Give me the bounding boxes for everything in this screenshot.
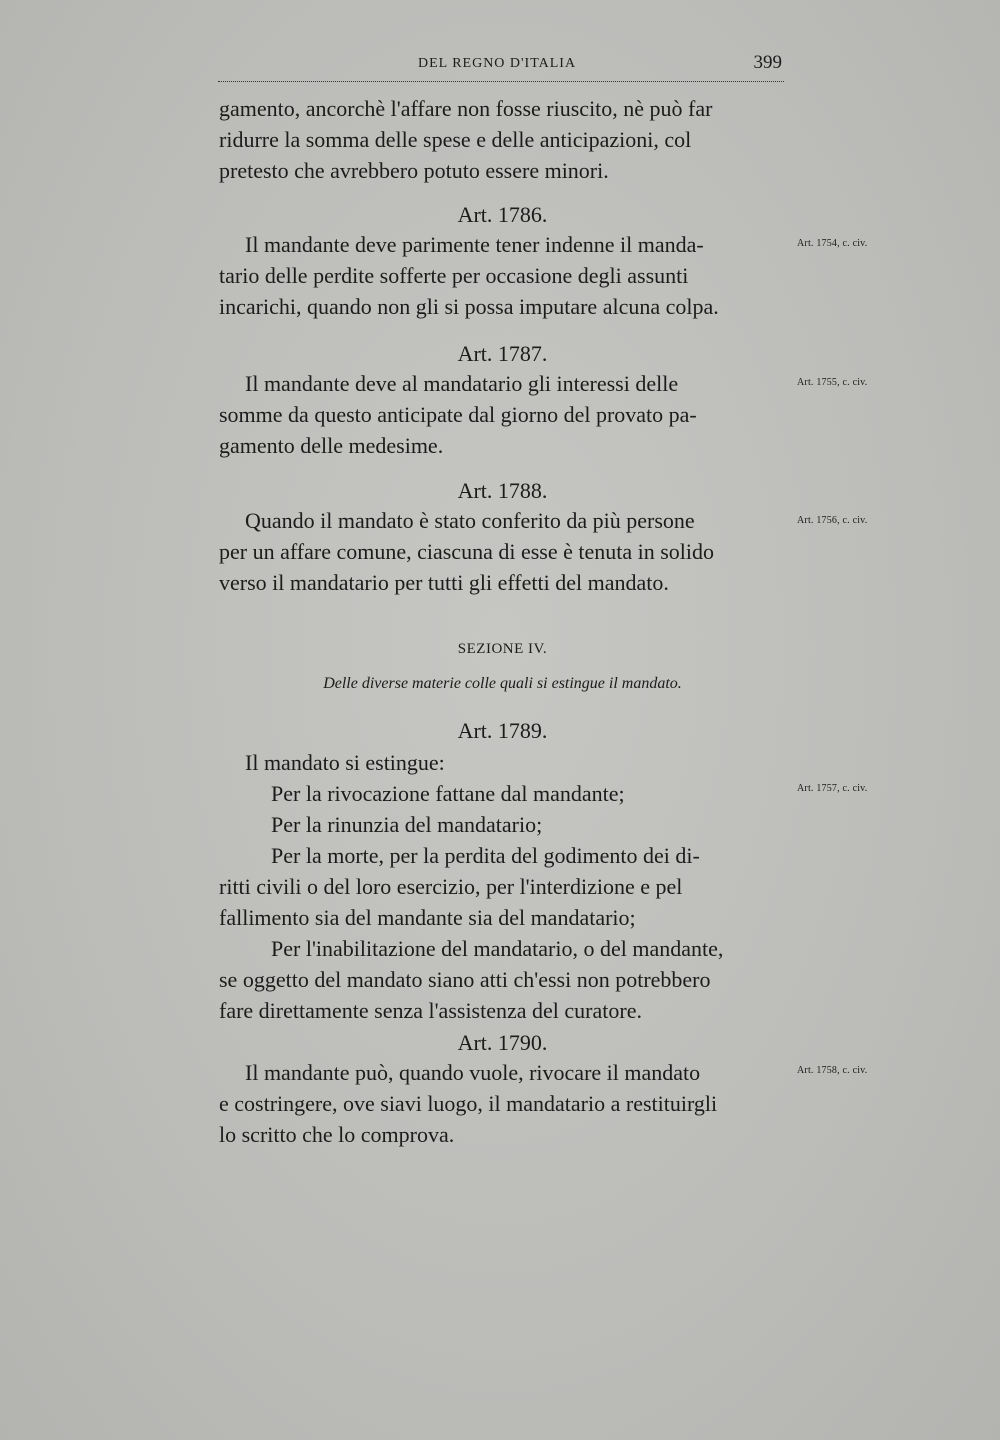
- list-item: Per la morte, per la perdita del godimento dei di-: [271, 843, 700, 868]
- text-line: fare direttamente senza l'assistenza del curatore.: [219, 998, 642, 1023]
- text-line: tario delle perdite sofferte per occasione degli assunti: [219, 263, 689, 288]
- text-line: e costringere, ove siavi luogo, il mandatario a restituirgli: [219, 1091, 718, 1116]
- page-number: 399: [753, 52, 782, 73]
- text-line: Il mandato si estingue:: [245, 750, 445, 775]
- text-line: ritti civili o del loro esercizio, per l'interdizione e pel: [219, 874, 683, 899]
- text-line: per un affare comune, ciascuna di esse è tenuta in solido: [219, 539, 715, 564]
- list-item: Per l'inabilitazione del mandatario, o del mandante,: [271, 936, 724, 961]
- text-line: se oggetto del mandato siano atti ch'essi non potrebbero: [219, 967, 711, 992]
- article-text-1788: [219, 505, 786, 598]
- section-heading: SEZIONE IV.: [457, 641, 548, 657]
- running-header: [218, 52, 788, 82]
- article-text-1786: [219, 229, 786, 322]
- text-line: somme da questo anticipate dal giorno del provato pa-: [219, 402, 697, 427]
- text-line: pretesto che avrebbero potuto essere minori.: [219, 158, 609, 183]
- article-heading-1786: Art. 1786.: [457, 202, 548, 227]
- text-line: lo scritto che lo comprova.: [219, 1122, 455, 1147]
- margin-note-1789: Art. 1757, c. civ.: [797, 783, 868, 794]
- running-header-title: DEL REGNO D'ITALIA: [418, 56, 577, 71]
- text-line: Il mandante deve al mandatario gli interessi delle: [245, 371, 679, 396]
- text-line: Quando il mandato è stato conferito da più persone: [245, 508, 695, 533]
- article-text-1787: [219, 368, 786, 461]
- article-heading-1787: Art. 1787.: [457, 341, 548, 366]
- margin-note-1790: Art. 1758, c. civ.: [797, 1065, 868, 1076]
- article-text-1790: [219, 1057, 786, 1150]
- text-line: gamento delle medesime.: [219, 433, 444, 458]
- article-heading-1788: Art. 1788.: [457, 478, 548, 503]
- text-line: Il mandante può, quando vuole, rivocare il mandato: [245, 1060, 701, 1085]
- text-line: ridurre la somma delle spese e delle anticipazioni, col: [219, 127, 692, 152]
- text-line: fallimento sia del mandante sia del mandatario;: [219, 905, 636, 930]
- margin-note-1786: Art. 1754, c. civ.: [797, 238, 868, 249]
- article-heading-1790: Art. 1790.: [457, 1030, 548, 1055]
- continuation-paragraph: [219, 93, 786, 186]
- header-rule: [218, 81, 784, 82]
- text-line: gamento, ancorchè l'affare non fosse riuscito, nè può far: [219, 96, 713, 121]
- article-heading-1789: Art. 1789.: [457, 718, 548, 743]
- text-line: incarichi, quando non gli si possa imputare alcuna colpa.: [219, 294, 719, 319]
- list-item: Per la rivocazione fattane dal mandante;: [271, 781, 625, 806]
- article-text-1789: [219, 747, 786, 1026]
- margin-note-1787: Art. 1755, c. civ.: [797, 377, 868, 388]
- text-line: Il mandante deve parimente tener indenne il manda-: [245, 232, 704, 257]
- section-subtitle: Delle diverse materie colle quali si estingue il mandato.: [323, 675, 682, 692]
- list-item: Per la rinunzia del mandatario;: [271, 812, 543, 837]
- margin-note-1788: Art. 1756, c. civ.: [797, 515, 868, 526]
- text-line: verso il mandatario per tutti gli effetti del mandato.: [219, 570, 669, 595]
